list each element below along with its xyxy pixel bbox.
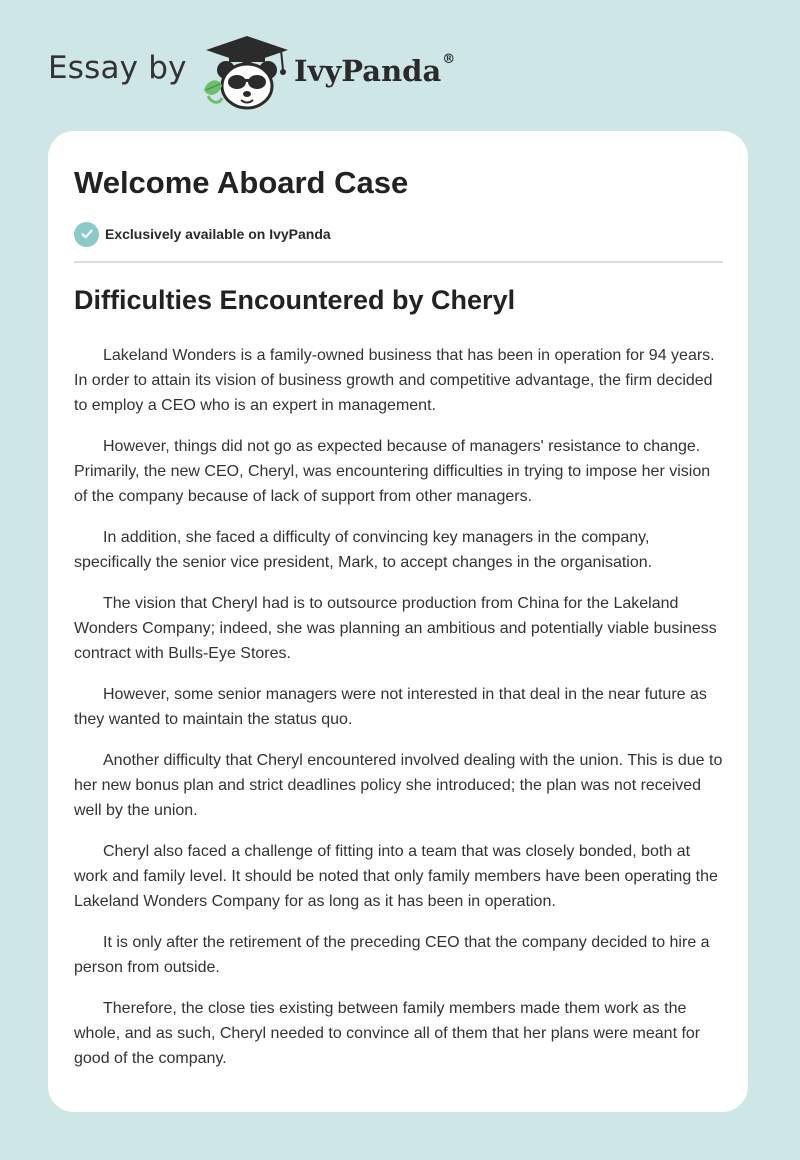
paragraph: The vision that Cheryl had is to outsource production from China for the Lakeland Wonders Company; indeed, she was planning an ambitious and potentially viable business contract with Bulls-Eye Stores. (74, 595, 717, 662)
exclusive-badge (74, 221, 331, 247)
badge-label: Exclusively available on IvyPanda (105, 226, 331, 242)
paragraph: In addition, she faced a difficulty of convincing key managers in the company, specifically the senior vice president, Mark, to accept changes in the organisation. (74, 529, 653, 571)
registered-mark: ® (442, 52, 456, 67)
panda-graduate-icon (200, 34, 294, 112)
brand-name: IvyPanda® (294, 52, 456, 88)
check-circle-icon (74, 222, 99, 247)
brand-prefix: Essay by (48, 50, 187, 86)
page-title: Welcome Aboard Case (74, 165, 409, 200)
essay-body (74, 343, 726, 1087)
divider (74, 261, 723, 263)
paragraph: Therefore, the close ties existing between family members made them work as the whole, and as such, Cheryl needed to convince all of them that her plans were meant for good of the company. (74, 1000, 701, 1067)
paragraph: It is only after the retirement of the preceding CEO that the company decided to hire a person from outside. (74, 934, 710, 976)
paragraph: Cheryl also faced a challenge of fitting into a team that was closely bonded, both at work and family level. It should be noted that only family members have been operating the Lakeland Wonders Company for as long as it has been in operation. (74, 843, 718, 910)
paragraph: However, some senior managers were not interested in that deal in the near future as they wanted to maintain the status quo. (74, 686, 707, 728)
section-heading: Difficulties Encountered by Cheryl (74, 285, 516, 315)
paragraph: Another difficulty that Cheryl encountered involved dealing with the union. This is due to her new bonus plan and strict deadlines policy she introduced; the plan was not received well by the union. (74, 752, 723, 819)
brand-header[interactable] (48, 30, 508, 110)
paragraph: Lakeland Wonders is a family-owned business that has been in operation for 94 years. In order to attain its vision of business growth and competitive advantage, the firm decided to employ a CEO who is an expert in management. (74, 347, 715, 414)
essay-card (48, 131, 748, 1112)
paragraph: However, things did not go as expected because of managers' resistance to change. Primarily, the new CEO, Cheryl, was encountering difficulties in trying to impose her vision of the company because of lack of support from other managers. (74, 438, 711, 505)
